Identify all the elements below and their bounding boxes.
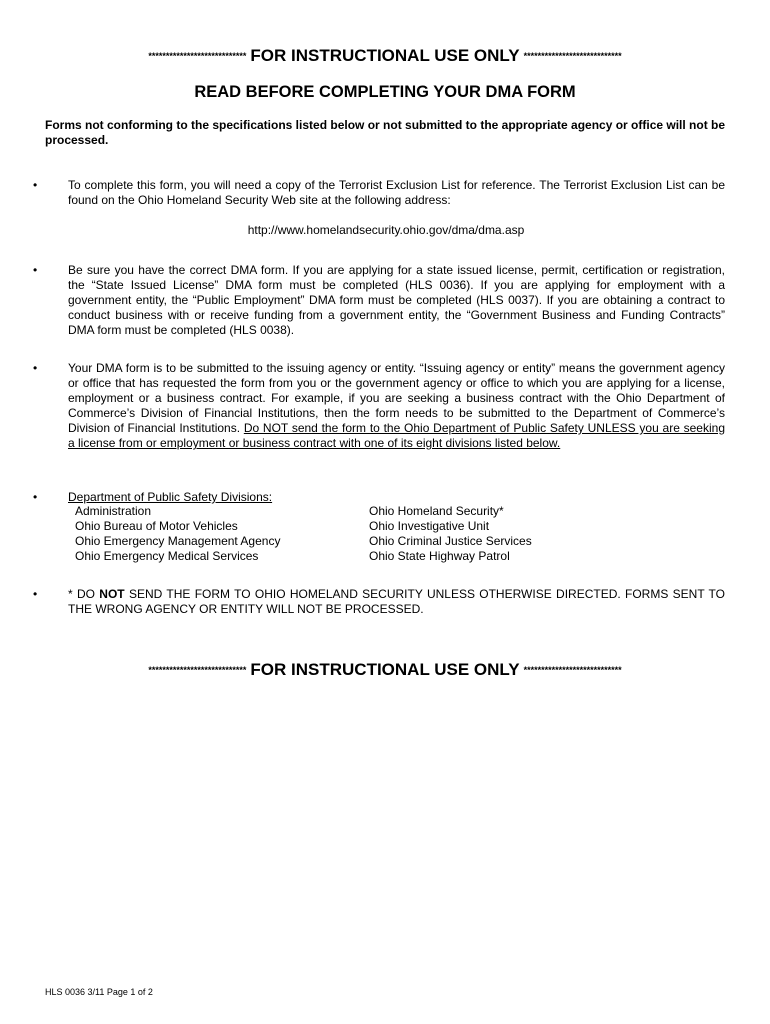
bullet-marker: • [33, 490, 38, 504]
division-item: Ohio Emergency Management Agency [75, 534, 281, 548]
page-footer: HLS 0036 3/11 Page 1 of 2 [45, 987, 153, 997]
division-item: Ohio Homeland Security* [369, 504, 504, 518]
submission-text: Your DMA form is to be submitted to the issuing agency or entity. “Issuing agency or entity” means the government agency or office that has requested the form from you or the government agency or office to which you are applying for a license, employment or a business contract. For example, if you are seeking a business contract with the Ohio Department of Commerce’s Division of Financial Institutions, then the form needs to be submitted to the Department of Commerce’s Division of Financial Institutions. [68, 361, 725, 435]
division-item: Administration [75, 504, 152, 518]
bullet-submission [68, 361, 725, 451]
homeland-security-url: http://www.homelandsecurity.ohio.gov/dma/dma.asp [247, 223, 525, 237]
division-item: Ohio Criminal Justice Services [369, 534, 532, 548]
bullet-marker: • [33, 361, 38, 375]
instructional-banner-top [0, 46, 770, 66]
instructional-banner-bottom [0, 660, 770, 680]
bullet-terrorist-list: To complete this form, you will need a copy of the Terrorist Exclusion List for reference. The Terrorist Exclusion List can be found on the Ohio Homeland Security Web site at the following address: [68, 178, 725, 207]
bullet-homeland-warning [68, 587, 725, 617]
bullet-marker: • [33, 263, 38, 277]
submission-warning-underlined: Do NOT send the form to the Ohio Department of Public Safety UNLESS you are seeking a license from or employment or business contract with one of its eight divisions listed below. [68, 421, 725, 450]
banner-stars-left: **************************** [148, 665, 247, 675]
division-item: Ohio Emergency Medical Services [75, 549, 259, 563]
division-item: Ohio Investigative Unit [369, 519, 490, 533]
homeland-warning-not: NOT [99, 587, 125, 601]
page-title: READ BEFORE COMPLETING YOUR DMA FORM [194, 83, 576, 101]
banner-text: FOR INSTRUCTIONAL USE ONLY [250, 660, 520, 679]
bullet-marker: • [33, 587, 38, 601]
banner-stars-right: **************************** [523, 665, 622, 675]
homeland-warning-prefix: * DO [68, 587, 100, 601]
banner-stars-left: **************************** [148, 51, 247, 61]
division-item: Ohio State Highway Patrol [369, 549, 510, 563]
divisions-heading-text: Department of Public Safety Divisions: [68, 490, 273, 504]
banner-text: FOR INSTRUCTIONAL USE ONLY [250, 46, 520, 65]
homeland-warning-rest: SEND THE FORM TO OHIO HOMELAND SECURITY UNLESS OTHERWISE DIRECTED. FORMS SENT TO THE WRONG AGENCY OR ENTITY WILL NOT BE PROCESSED. [68, 587, 725, 616]
divisions-left-column [75, 504, 280, 564]
divisions-right-column [369, 504, 532, 564]
bullet-marker: • [33, 178, 38, 192]
bullet-correct-form: Be sure you have the correct DMA form. If you are applying for a state issued license, permit, certification or registration, the “State Issued License” DMA form must be completed (HLS 0036). If you are applying for employment with a government entity, the “Public Employment” DMA form must be completed (HLS 0037). If you are obtaining a contract to conduct business with or receive funding from a government entity, the “Government Business and Funding Contracts” DMA form must be completed (HLS 0038). [68, 263, 725, 337]
banner-stars-right: **************************** [523, 51, 622, 61]
warning-notice: Forms not conforming to the specifications listed below or not submitted to the appropriate agency or office will not be processed. [45, 118, 726, 147]
divisions-heading [68, 490, 725, 505]
division-item: Ohio Bureau of Motor Vehicles [75, 519, 238, 533]
